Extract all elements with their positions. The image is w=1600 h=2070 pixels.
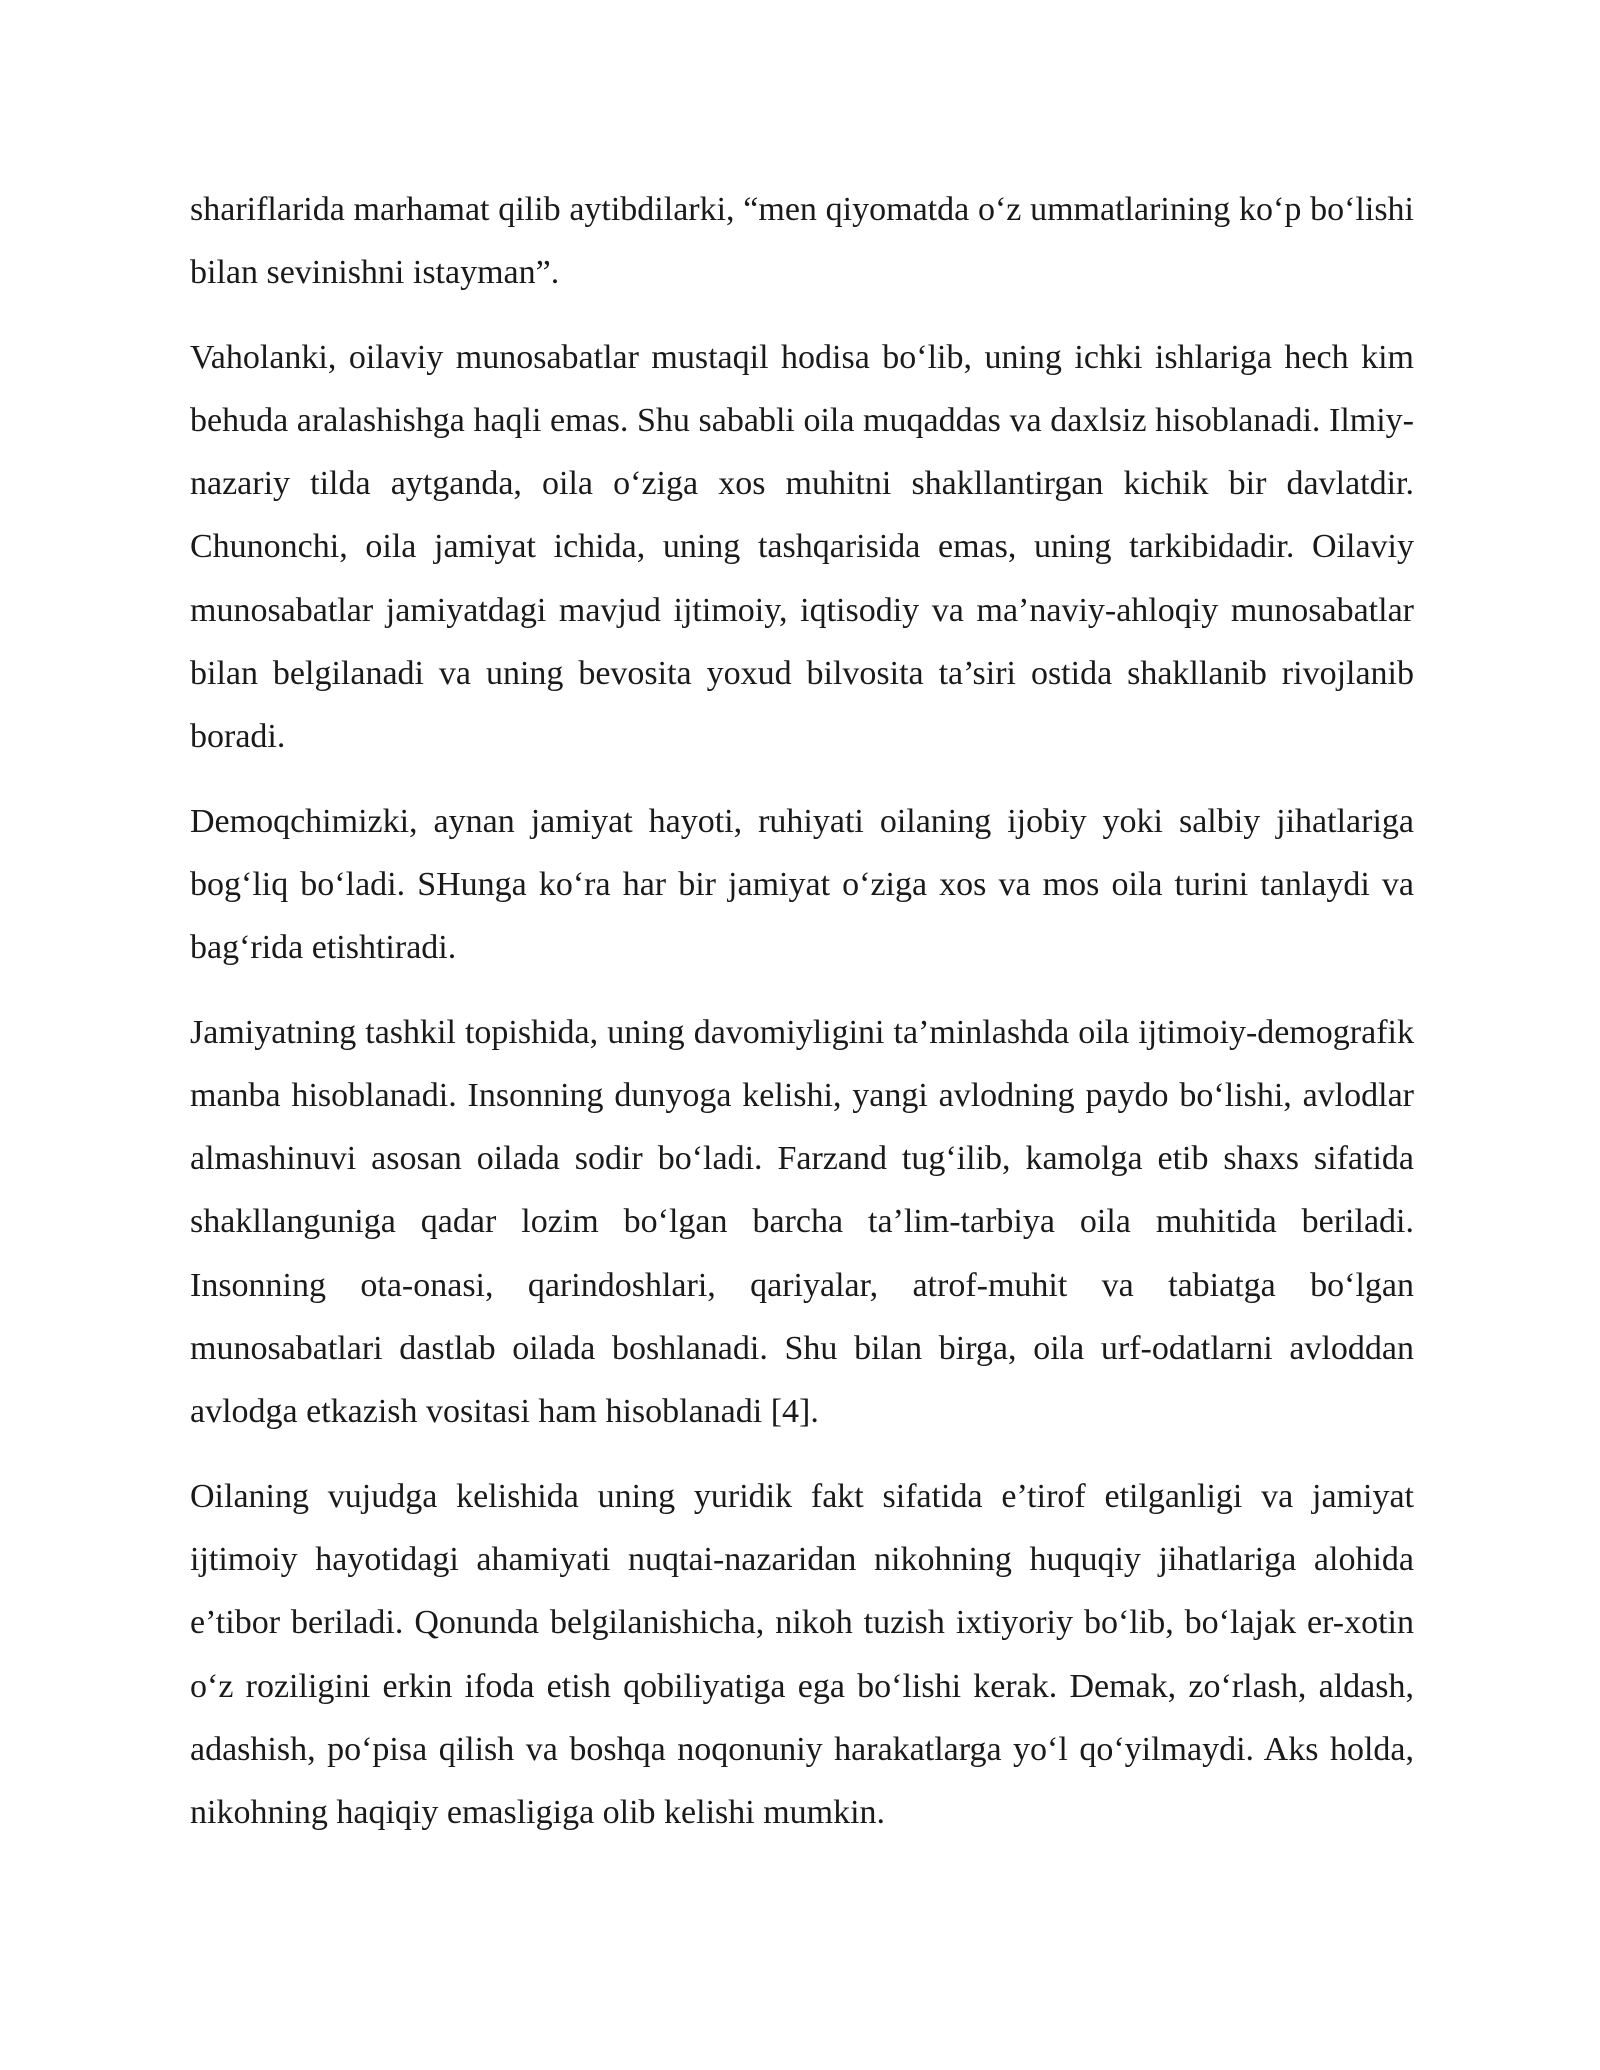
paragraph-4: Jamiyatning tashkil topishida, uning davomiyligini ta’minlashda oila ijtimoiy-demografik manba hisoblanadi. Insonning dunyoga kelishi, yangi avlodning paydo bo‘lishi, avlodlar almashinuvi asosan oilada sodir bo‘ladi. Farzand tug‘ilib, kamolga etib shaxs sifatida shakllanguniga qadar lozim bo‘lgan barcha ta’lim-tarbiya oila muhitida beriladi. Insonning ota-onasi, qarindoshlari, qariyalar, atrof-muhit va tabiatga bo‘lgan munosabatlari dastlab oilada boshlanadi. Shu bilan birga, oila urf-odatlarni avloddan avlodga etkazish vositasi ham hisoblanadi [4].	[190, 1013, 1414, 1431]
paragraph-3: Demoqchimizki, aynan jamiyat hayoti, ruhiyati oilaning ijobiy yoki salbiy jihatlariga bog‘liq bo‘ladi. SHunga ko‘ra har bir jamiyat o‘ziga xos va mos oila turini tanlaydi va bag‘rida etishtiradi.	[190, 802, 1414, 967]
paragraph-1: shariflarida marhamat qilib aytibdilarki, “men qiyomatda o‘z ummatlarining ko‘p bo‘lishi bilan sevinishni istayman”.	[190, 191, 1414, 292]
document-body	[190, 178, 1414, 1865]
paragraph-5: Oilaning vujudga kelishida uning yuridik fakt sifatida e’tirof etilganligi va jamiyat ijtimoiy hayotidagi ahamiyati nuqtai-nazaridan nikohning huquqiy jihatlariga alohida e’tibor beriladi. Qonunda belgilanishicha, nikoh tuzish ixtiyoriy bo‘lib, bo‘lajak er-xotin o‘z roziligini erkin ifoda etish qobiliyatiga ega bo‘lishi kerak. Demak, zo‘rlash, aldash, adashish, po‘pisa qilish va boshqa noqonuniy harakatlarga yo‘l qo‘yilmaydi. Aks holda, nikohning haqiqiy emasligiga olib kelishi mumkin.	[190, 1477, 1414, 1832]
paragraph-2: Vaholanki, oilaviy munosabatlar mustaqil hodisa bo‘lib, uning ichki ishlariga hech kim behuda aralashishga haqli emas. Shu sababli oila muqaddas va daxlsiz hisoblanadi. Ilmiy-nazariy tilda aytganda, oila o‘ziga xos muhitni shakllantirgan kichik bir davlatdir. Chunonchi, oila jamiyat ichida, uning tashqarisida emas, uning tarkibidadir. Oilaviy munosabatlar jamiyatdagi mavjud ijtimoiy, iqtisodiy va ma’naviy-ahloqiy munosabatlar bilan belgilanadi va uning bevosita yoxud bilvosita ta’siri ostida shakllanib rivojlanib boradi.	[190, 338, 1414, 756]
